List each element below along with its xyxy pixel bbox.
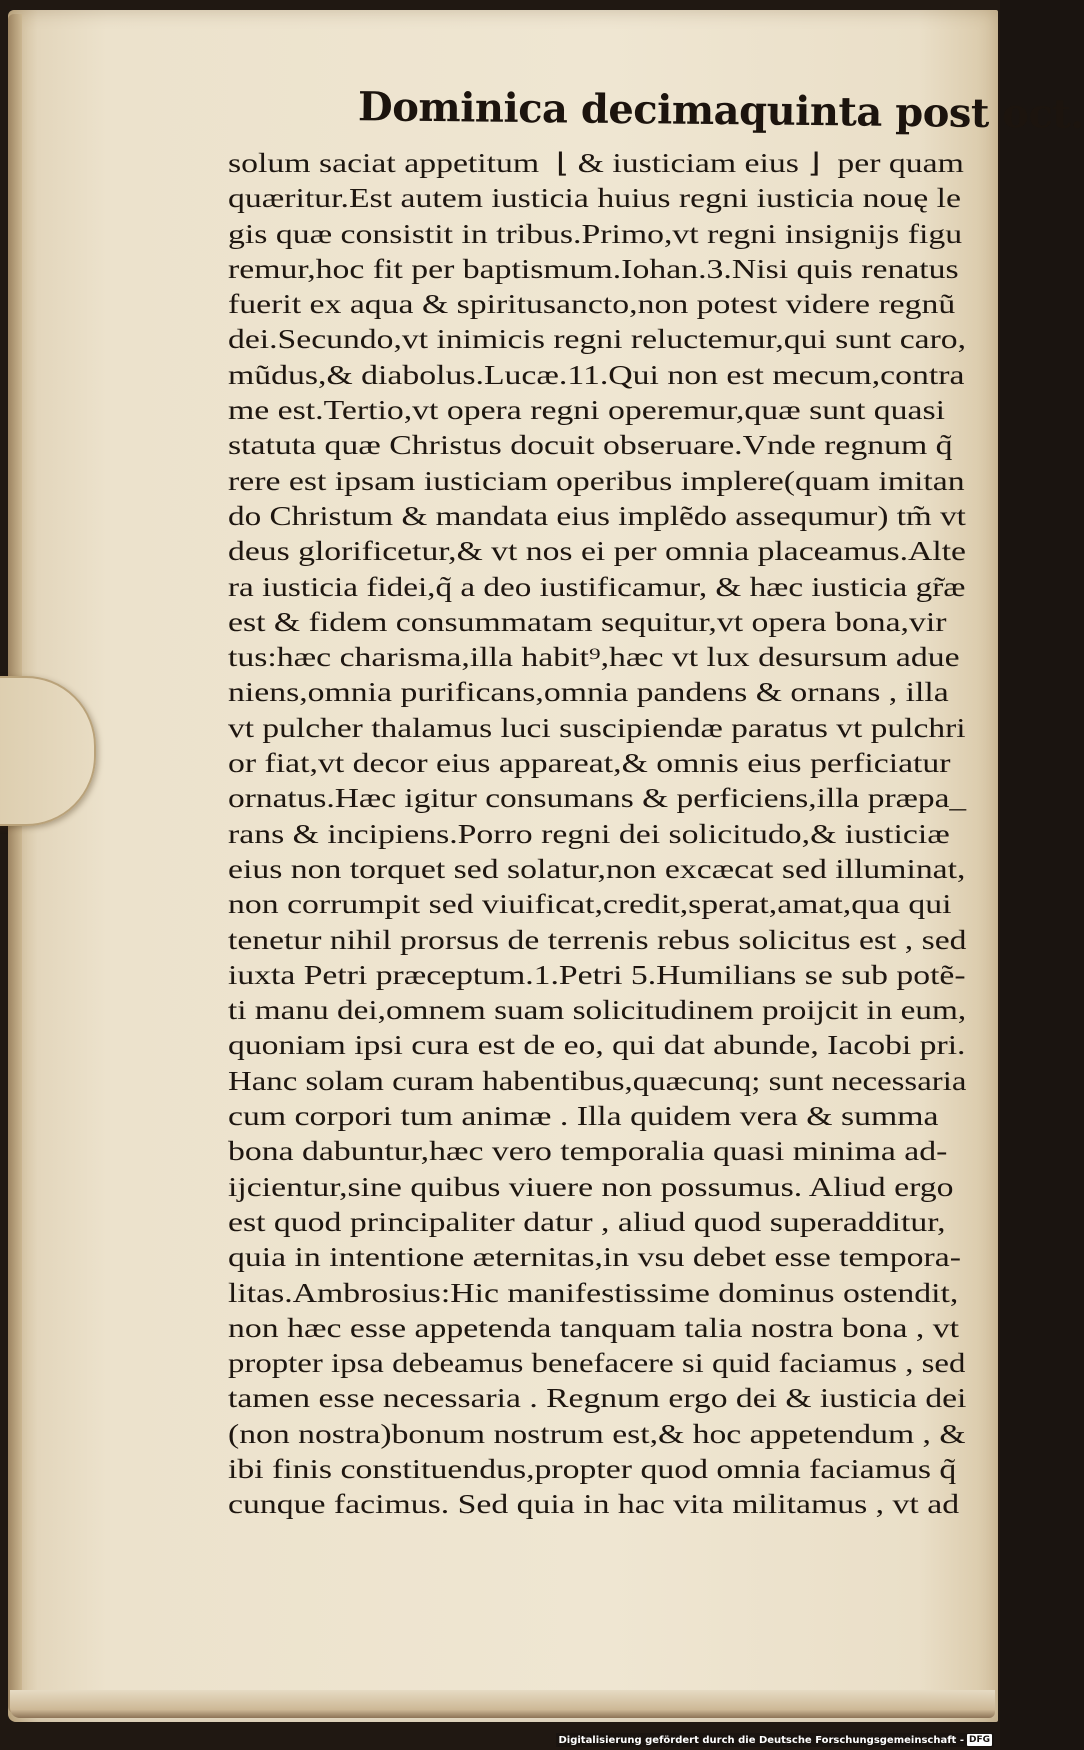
page-edge-bottom [10,1690,995,1718]
body-text: solum saciat appetitum ⌊ & iusticiam eius ⌋ per quam quæritur.Est autem iusticia huius regni iusticia nouę le gis quæ consistit in tribus.Primo,vt regni insignijs figu remur,hoc fit per baptismum.Iohan.3.Nisi quis renatus fuerit ex aqua & spiritusancto,non potest videre regnũ dei.Secundo,vt inimicis regni reluctemur,qui sunt caro, mũdus,& diabolus.Lucæ.11.Qui non est mecum,contra me est.Tertio,vt opera regni operemur,quæ sunt quasi statuta quæ Christus docuit obseruare.Vnde regnum q̃ rere est ipsam iusticiam operibus implere(quam imitan do Christum & mandata eius implẽdo assequmur) tm̃ vt deus glorificetur,& vt nos ei per omnia placeamus.Alte ra iusticia fidei,q̃ a deo iustificamur, & hæc iusticia gr̃æ est & fidem consummatam sequitur,vt opera bona,vir tus:hæc charisma,illa habit⁹,hæc vt lux desursum adue niens,omnia purificans,omnia pandens & ornans , illa vt pulcher thalamus luci suscipiendæ paratus vt pulchri or fiat,vt decor eius appareat,& omnis eius perficiatur ornatus.Hæc igitur consumans & perficiens,illa præpa_ rans & incipiens.Porro regni dei solicitudo,& iusticiæ eius non torquet sed solatur,non excæcat sed illuminat, non corrumpit sed viuificat,credit,sperat,amat,qua qui tenetur nihil prorsus de terrenis rebus solicitus est , sed iuxta Petri præceptum.1.Petri 5.Humilians se sub potẽ- ti manu dei,omnem suam solicitudinem proijcit in eum, quoniam ipsi cura est de eo, qui dat abunde, Iacobi pri. Hanc solam curam habentibus,quæcunq; sunt necessaria cum corpori tum animæ . Illa quidem vera & summa bona dabuntur,hæc vero temporalia quasi minima ad- ijcientur,sine quibus viuere non possumus. Aliud ergo est quod principaliter datur , aliud quod superadditur, quia in intentione æternitas,in vsu debet esse tempora- litas.Ambrosius:Hic manifestissime dominus ostendit, non hæc esse appetenda tanquam talia nostra bona , vt propter ipsa debeamus benefacere si quid faciamus , sed tamen esse necessaria . Regnum ergo dei & iusticia dei (non nostra)bonum nostrum est,& hoc appetendum , & ibi finis constituendus,propter quod omnia faciamus q̃ cunque facimus. Sed quia in hac vita militamus , vt ad [228,148,967,1520]
dfg-logo: DFG [968,1735,990,1745]
credit-text: Digitalisierung gefördert durch die Deutsche Forschungsgemeinschaft - [558,1734,964,1746]
running-header: Dominica decimaquinta post oct. [357,83,1084,138]
page-edge-left [8,14,22,1714]
digitization-credit [556,1733,994,1747]
